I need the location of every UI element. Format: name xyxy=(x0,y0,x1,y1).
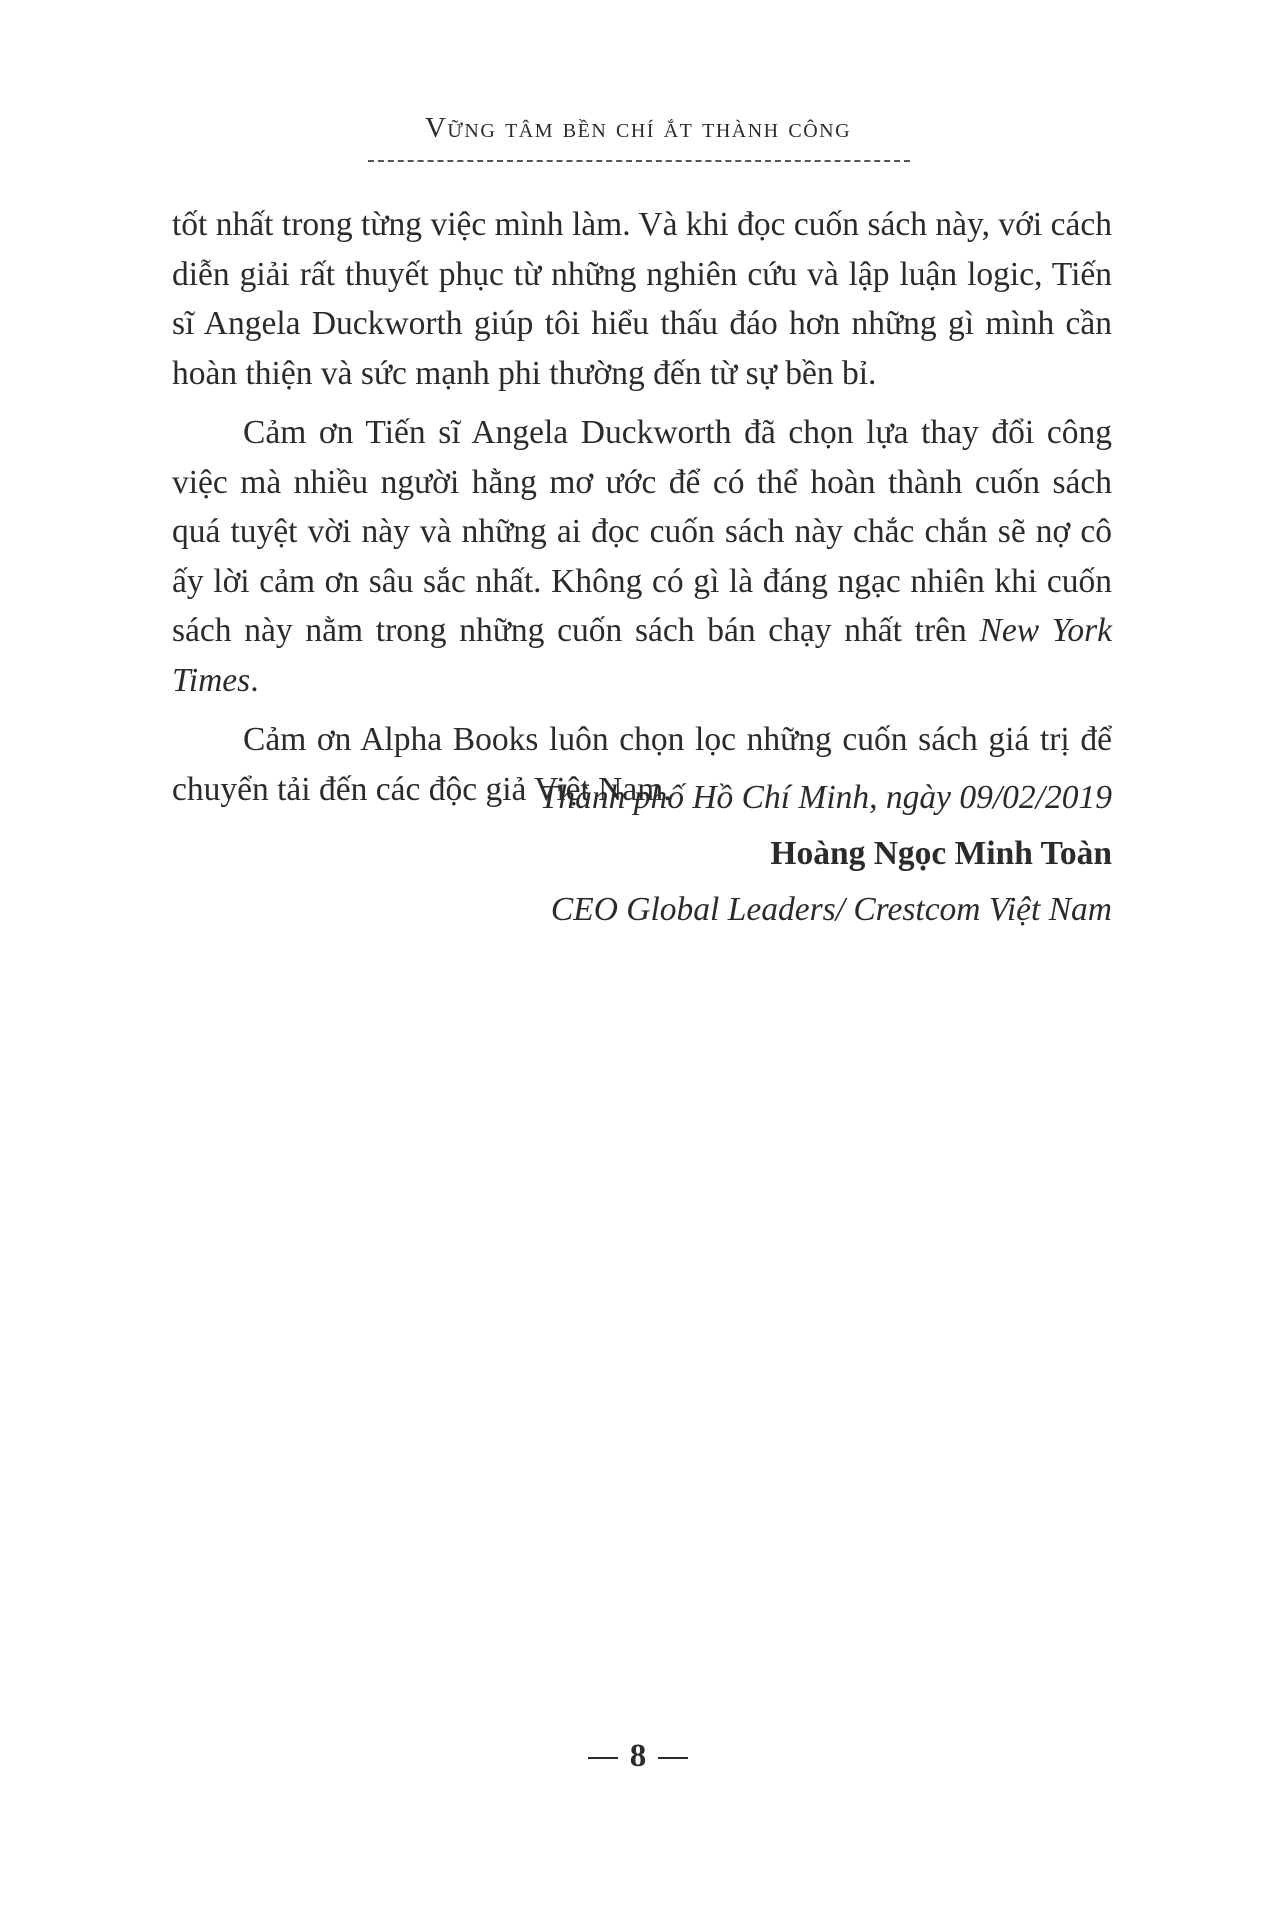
paragraph-2-end: . xyxy=(250,661,259,699)
body-text xyxy=(172,200,1112,824)
signature-name: Hoàng Ngọc Minh Toàn xyxy=(770,835,1112,872)
signature-block xyxy=(172,770,1112,938)
signature-title: CEO Global Leaders/ Crestcom Việt Nam xyxy=(550,891,1112,928)
paragraph-2 xyxy=(172,408,1112,705)
paragraph-3: Cảm ơn Alpha Books luôn chọn lọc những cuốn sách giá trị để chuyển tải đến các độc giả Việt Nam. xyxy=(172,721,1112,808)
header-dashed-rule xyxy=(368,160,910,162)
newspaper-title: New York Times xyxy=(172,612,1112,699)
page-number-left-dash xyxy=(588,1757,618,1759)
paragraph-1: tốt nhất trong từng việc mình làm. Và khi đọc cuốn sách này, với cách diễn giải rất thuyết phục từ những nghiên cứu và lập luận logic, Tiến sĩ Angela Duckworth giúp tôi hiểu thấu đáo hơn những gì mình cần hoàn thiện và sức mạnh phi thường đến từ sự bền bỉ. xyxy=(172,206,1112,392)
page-number-footer xyxy=(0,1738,1276,1775)
paragraph-2-text: Cảm ơn Tiến sĩ Angela Duckworth đã chọn lựa thay đổi công việc mà nhiều người hằng mơ ước để có thể hoàn thành cuốn sách quá tuyệt vời này và những ai đọc cuốn sách này chắc chắn sẽ nợ cô ấy lời cảm ơn sâu sắc nhất. Không có gì là đáng ngạc nhiên khi cuốn sách này nằm trong những cuốn sách bán chạy nhất trên xyxy=(172,414,1112,649)
signature-place-date: Thành phố Hồ Chí Minh, ngày 09/02/2019 xyxy=(539,779,1112,816)
page-number: 8 xyxy=(629,1738,647,1774)
running-header: Vững tâm bền chí ắt thành công xyxy=(424,112,852,144)
page-number-right-dash xyxy=(658,1757,688,1759)
